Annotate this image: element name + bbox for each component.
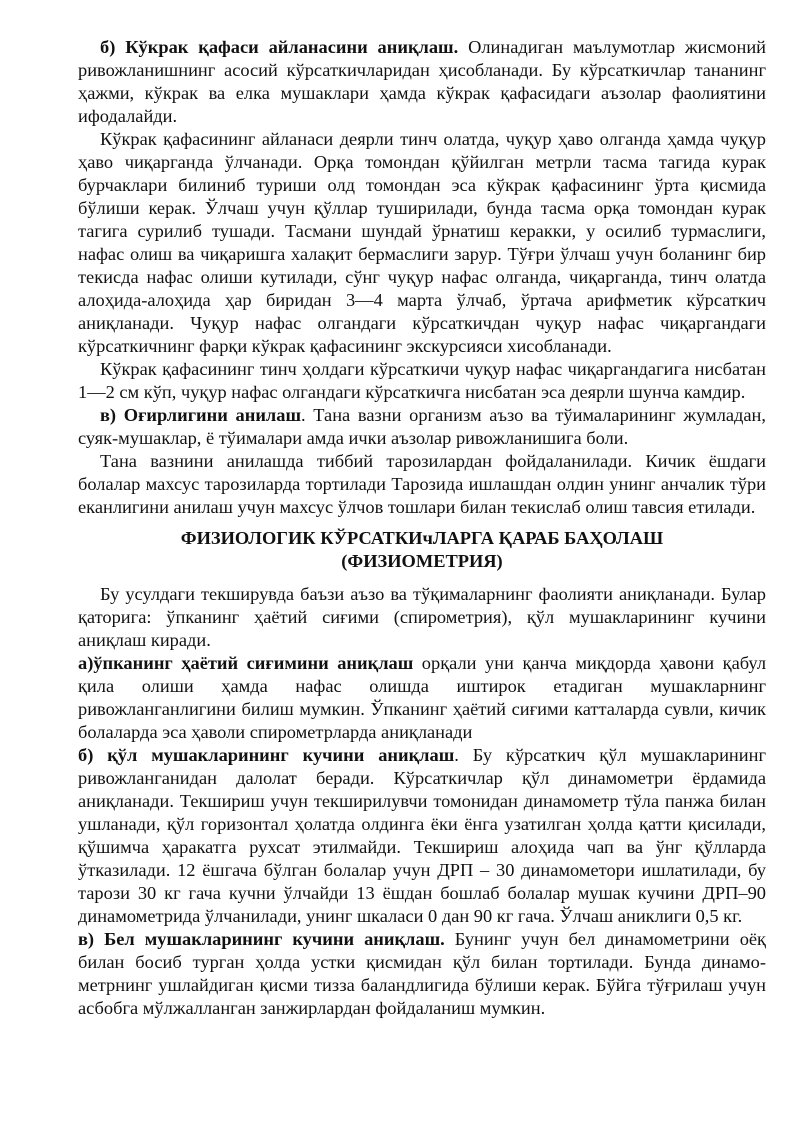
paragraph-lead: в) Бел мушакларининг кучини аниқлаш. xyxy=(78,929,445,949)
paragraph-scales xyxy=(78,450,766,519)
paragraph-hand-strength xyxy=(78,744,766,928)
paragraph-lung-capacity xyxy=(78,652,766,744)
paragraph-text: . Тана вазни организм аъзо ва тўималарининг жумладан, суяк-мушаклар, ё тўималари амда ички аъзолар ривожланишига боли. xyxy=(78,405,766,448)
paragraph-text: Бу усулдаги текширувда баъзи аъзо ва тўқималарнинг фаолияти аниқланади. Булар қаторига: ўпканинг ҳаётий сиғими (спирометрия), қўл мушакларининг кучини аниқлаш киради. xyxy=(78,584,766,650)
paragraph-measurement-method xyxy=(78,128,766,358)
paragraph-text: Кўкрак қафасининг айланаси деярли тинч олатда, чуқур ҳаво олганда ҳамда чуқур ҳаво чиқарганда ўлчанади. Орқа томондан қўйилган метрли тасма тагида курак бурчаклари билиниб туриши олд томондан эса кўкрак қафасининг ўрта қисмида бўлиши керак. Ўлчаш учун қўллар туширилади, бунда тасма орқа томондан курак тагига сурилиб тушади. Тасмани шундай ўрнатиш керакки, у осилиб турмаслиги, нафас олиш ва чиқаришга халақит бермаслиги зарур. Тўғри ўлчаш учун боланинг бир текисда нафас олиши кутилади, сўнг чуқур нафас олганда, чиқарганда, тинч олатда алоҳида-алоҳида ҳар биридан 3—4 марта ўлчаб, ўртача арифметик кўрсаткич аниқланади. Чуқур нафас олгандаги кўрсаткичдан чуқур нафас чиқаргандаги кўрсаткичнинг фарқи кўкрак қафасининг экскурсияси хисобланади. xyxy=(78,129,766,356)
paragraph-text: орқали уни қанча миқдорда ҳавони қабул қила олиши ҳамда нафас олишда иштирок етадиган мушакларнинг ривожланганлигини билиш мумкин. Ўпканинг ҳаётий сиғими катталарда сувли, кичик болаларда эса ҳаволи спирометрларда аниқланади xyxy=(78,653,766,742)
paragraph-text: Кўкрак қафасининг тинч ҳолдаги кўрсаткичи чуқур нафас чиқаргандагига нисбатан 1—2 см кўп, чуқур нафас олгандаги кўрсаткичга нисбатан эса деярли шунча камдир. xyxy=(78,359,766,402)
paragraph-text: . Бу кўрсаткич қўл мушакларининг ривожланганидан далолат беради. Кўрсаткичлар қўл динамометри ёрдамида аниқланади. Текшириш учун текширилувчи томонидан динамометр тўла панжа билан ушланади, қўл горизонтал ҳолатда олдинга ёки ёнга узатилган ҳолда қатти қисилади, қўшимча ҳаракатга рухсат этилмайди. Текшириш алоҳида чап ва ўнг қўлларда ўтказилади. 12 ёшгача бўлган болалар учун ДРП – 30 динамометори ишлатилади, бу тарози 30 кг гача кучни ўлчайди 13 ёшдан бошлаб болалар мушак кучини ДРП–90 динамометрида ўлчанилади, унинг шкаласи 0 дан 90 кг гача. Ўлчаш аниклиги 0,5 кг. xyxy=(78,745,766,926)
paragraph-chest-circumference xyxy=(78,36,766,128)
paragraph-text: Бунинг учун бел динамометрини оёқ билан босиб турган ҳолда устки қисмидан қўл билан тортилади. Бунда динамо-метрнинг ушлайдиган қисми тизза баландлигида бўлиши керак. Бўйга тўғрилаш учун асбобга мўлжалланган занжирлардан фойдаланиш мумкин. xyxy=(78,929,766,1018)
heading-line-1: ФИЗИОЛОГИК КЎРСАТКИчЛАРГА ҚАРАБ БАҲОЛАШ xyxy=(180,528,664,548)
paragraph-text: Олинадиган маълумотлар жисмоний ривожланишнинг асосий кўрсаткичларидан ҳисобланади. Бу кўрсаткичлар тананинг ҳажми, кўкрак ва елка мушаклари ҳамда кўкрак қафасидаги аъзолар фаолиятини ифодалайди. xyxy=(78,37,767,126)
section-heading xyxy=(78,527,766,573)
paragraph-rest-indicator xyxy=(78,358,766,404)
paragraph-lead: в) Оғирлигини анилаш xyxy=(100,405,301,425)
paragraph-back-strength xyxy=(78,928,766,1020)
paragraph-lead: б) қўл мушакларининг кучини аниқлаш xyxy=(78,745,455,765)
paragraph-lead: а)ўпканинг ҳаётий сиғимини аниқлаш xyxy=(78,653,414,673)
paragraph-lead: б) Кўкрак қафаси айланасини аниқлаш. xyxy=(100,37,459,57)
heading-line-2: (ФИЗИОМЕТРИЯ) xyxy=(341,551,503,571)
paragraph-text: Тана вазнини анилашда тиббий тарозилардан фойдаланилади. Кичик ёшдаги болалар махсус тарозиларда тортилади Тарозида ишлашдан олдин унинг анчалик тўри еканлигини анилаш учун махсус ўлчов тошлари билан текислаб олиш тавсия етилади. xyxy=(78,451,766,517)
paragraph-weight xyxy=(78,404,766,450)
paragraph-physiometry-intro xyxy=(78,583,766,652)
